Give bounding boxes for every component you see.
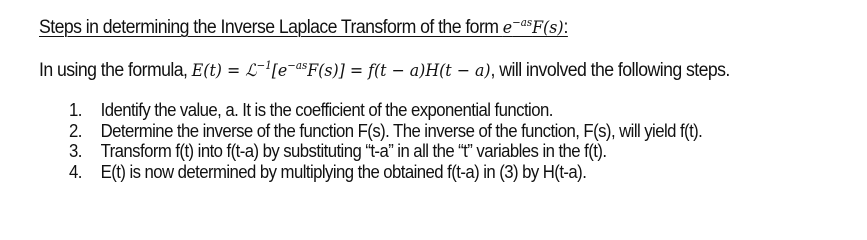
intro-paragraph — [39, 60, 730, 82]
step-text: Transform f(t) into f(t-a) by substituting “t-a” in all the “t” variables in the f(t). — [100, 141, 607, 161]
step-number: 2. — [69, 120, 82, 141]
intro-trail: , will involved the following steps. — [490, 60, 730, 81]
formula-part-2: [e — [271, 61, 288, 81]
heading-formula — [503, 18, 564, 38]
step-item — [69, 100, 702, 121]
step-text: Identify the value, a. It is the coefficient of the exponential function. — [100, 100, 553, 120]
heading-formula-tail: F(s) — [532, 18, 564, 38]
step-number: 3. — [69, 141, 82, 161]
step-item — [69, 121, 702, 142]
heading-formula-exponent: −as — [512, 16, 533, 29]
heading-text: Steps in determining the Inverse Laplace Transform of the form — [39, 17, 503, 38]
step-number: 4. — [69, 161, 82, 182]
heading-suffix: : — [563, 17, 568, 38]
step-number: 1. — [69, 100, 82, 120]
intro-lead: In using the formula, — [39, 60, 192, 81]
step-text: Determine the inverse of the function F(s). The inverse of the function, F(s), will yield f(t). — [100, 120, 703, 141]
formula-sup-1: −1 — [256, 59, 272, 72]
step-item — [69, 162, 702, 183]
step-text: E(t) is now determined by multiplying the obtained f(t-a) in (3) by H(t-a). — [100, 161, 587, 182]
formula-part-1: E(t) = ℒ — [191, 61, 257, 81]
formula-sup-2: −as — [287, 59, 308, 72]
step-item — [69, 141, 702, 162]
heading-formula-base: e — [502, 18, 513, 38]
steps-list — [69, 100, 750, 182]
intro-formula — [192, 61, 491, 81]
formula-part-3: F(s)] = f(t − a)H(t − a) — [307, 61, 491, 81]
section-heading — [39, 17, 568, 39]
